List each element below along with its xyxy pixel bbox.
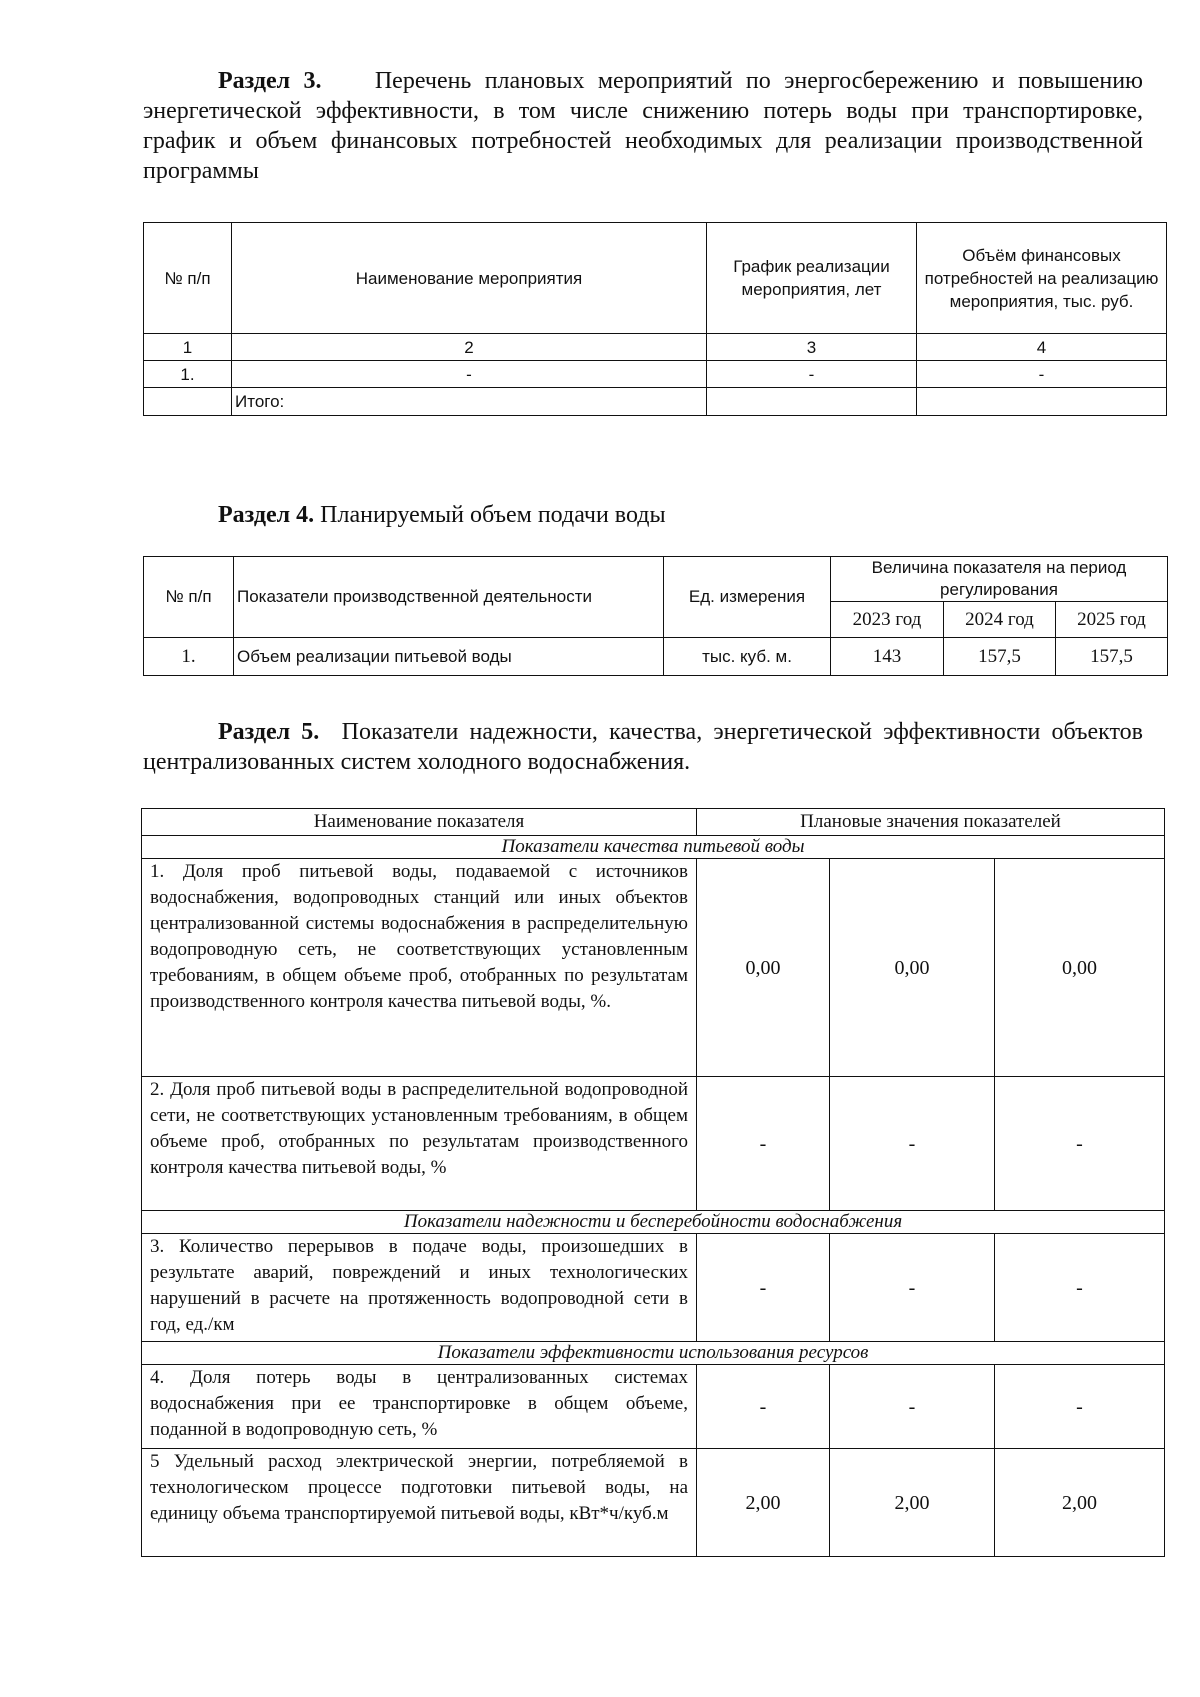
section4-header-row [144,557,1168,602]
s3-index-cell: 4 [917,334,1167,361]
s5-header-name: Наименование показателя [142,809,697,836]
s5-value: - [830,1077,995,1211]
section4-title: Планируемый объем подачи воды [320,502,666,528]
s5-value: - [830,1365,995,1449]
section3-heading [143,66,1143,186]
s5-group-row [142,836,1165,859]
section5-table [141,808,1165,1557]
s5-value: - [697,1365,830,1449]
section3-header-row [144,223,1167,334]
s4-row-num: 1. [144,638,234,676]
s5-value: 0,00 [995,859,1165,1077]
s5-header-planned: Плановые значения показателей [697,809,1165,836]
s5-value: - [995,1077,1165,1211]
table-row [142,1234,1165,1342]
s5-value: - [697,1077,830,1211]
s4-row-indicator: Объем реализации питьевой воды [234,638,664,676]
s5-value: 2,00 [995,1449,1165,1557]
s4-header-indicator: Показатели производственной деятельности [234,557,664,638]
s5-value: 2,00 [830,1449,995,1557]
s4-header-num: № п/п [144,557,234,638]
s3-row-name: - [232,361,707,388]
s4-row-value-2025: 157,5 [1056,638,1168,676]
section3-total-row [144,388,1167,416]
s3-total-label: Итого: [232,388,707,416]
section3-label: Раздел 3. [218,68,322,94]
table-row [144,361,1167,388]
s4-row-unit: тыс. куб. м. [664,638,831,676]
s5-value: 0,00 [830,859,995,1077]
s3-header-schedule: График реализации мероприятия, лет [707,223,917,334]
section5-label: Раздел 5. [218,719,320,745]
s5-indicator-text: 1. Доля проб питьевой воды, подаваемой с источников водоснабжения, водопроводных станций или иных объектов централизованной системы водоснабжения в распределительную водопроводную сеть, не соответствующих установленным требованиям, в общем объеме проб, отобранных по результатам производственного контроля качества питьевой воды, %. [142,859,697,1077]
s3-index-cell: 3 [707,334,917,361]
section3-table [143,222,1167,416]
s5-indicator-text: 4. Доля потерь воды в централизованных системах водоснабжения при ее транспортировке в общем объеме, поданной в водопроводную сеть, % [142,1365,697,1449]
s5-value: - [830,1234,995,1342]
s3-header-name: Наименование мероприятия [232,223,707,334]
table-row [144,638,1168,676]
s5-value: - [697,1234,830,1342]
section4-label: Раздел 4. [218,502,315,528]
section5-heading [143,717,1143,777]
s5-group-title: Показатели надежности и бесперебойности водоснабжения [142,1211,1165,1234]
s3-header-num: № п/п [144,223,232,334]
s3-total-empty [144,388,232,416]
s4-row-value-2023: 143 [831,638,944,676]
s4-row-value-2024: 157,5 [944,638,1056,676]
s5-value: 2,00 [697,1449,830,1557]
s3-row-schedule: - [707,361,917,388]
section4-heading [218,500,1118,530]
section3-title: Перечень плановых мероприятий по энергосбережению и повышению энергетической эффективности, в том числе снижению потерь воды при транспортировке, график и объем финансовых потребностей необходимых для реализации производственной программы [143,68,1143,184]
s3-header-volume: Объём финансовых потребностей на реализацию мероприятия, тыс. руб. [917,223,1167,334]
s4-header-period: Величина показателя на период регулирования [831,557,1168,602]
table-row [142,1449,1165,1557]
s5-indicator-text: 5 Удельный расход электрической энергии, потребляемой в технологическом процессе подготовки питьевой воды, на единицу объема транспортируемой питьевой воды, кВт*ч/куб.м [142,1449,697,1557]
section4-table [143,556,1168,676]
s4-year-2025: 2025 год [1056,602,1168,638]
s5-indicator-text: 3. Количество перерывов в подаче воды, произошедших в результате аварий, повреждений и иных технологических нарушений в расчете на протяженность водопроводной сети в год, ед./км [142,1234,697,1342]
s5-group-title: Показатели качества питьевой воды [142,836,1165,859]
s3-row-num: 1. [144,361,232,388]
s4-year-2024: 2024 год [944,602,1056,638]
s5-group-row [142,1211,1165,1234]
section3-index-row [144,334,1167,361]
table-row [142,859,1165,1077]
s5-value: - [995,1234,1165,1342]
s5-group-title: Показатели эффективности использования ресурсов [142,1342,1165,1365]
section5-header-row [142,809,1165,836]
table-row [142,1077,1165,1211]
table-row [142,1365,1165,1449]
s3-total-empty [917,388,1167,416]
s4-header-unit: Ед. измерения [664,557,831,638]
s3-index-cell: 2 [232,334,707,361]
s4-year-2023: 2023 год [831,602,944,638]
s3-index-cell: 1 [144,334,232,361]
s5-value: - [995,1365,1165,1449]
s3-total-empty [707,388,917,416]
s3-row-volume: - [917,361,1167,388]
section5-title: Показатели надежности, качества, энергетической эффективности объектов централизованных систем холодного водоснабжения. [143,719,1143,775]
s5-group-row [142,1342,1165,1365]
s5-indicator-text: 2. Доля проб питьевой воды в распределительной водопроводной сети, не соответствующих установленным требованиям, в общем объеме проб, отобранных по результатам производственного контроля качества питьевой воды, % [142,1077,697,1211]
s5-value: 0,00 [697,859,830,1077]
